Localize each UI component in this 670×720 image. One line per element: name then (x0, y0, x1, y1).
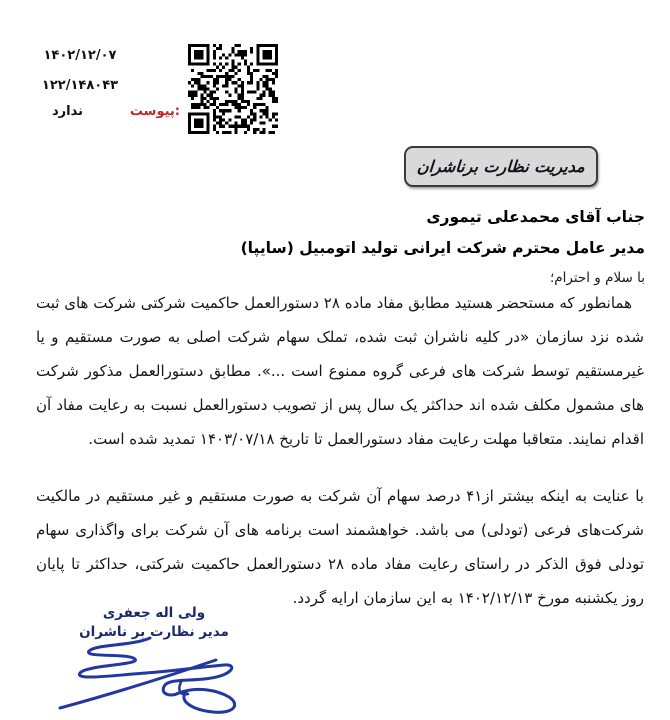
greeting-line: با سلام و احترام؛ (549, 270, 645, 286)
attachment-label: پیوست: (129, 104, 180, 119)
department-box (404, 146, 598, 187)
letter-number: ۱۲۲/۱۴۸۰۴۳ (41, 78, 119, 93)
recipient-name: جناب آقای محمدعلی تیموری (426, 208, 645, 226)
qr-code-image (188, 44, 278, 134)
body-paragraph-1: همانطور که مستحضر هستید مطابق مفاد ماده ۲۸ دستورالعمل حاکمیت شرکتی شرکت های ثبت شده نزد سازمان «در کلیه ناشران ثبت شده، تملک سهام شرکت اصلی به صورت مستقیم و یا غیرمستقیم توسط شرکت های فرعی گروه ممنوع است ...». مطابق دستورالعمل مذکور شرکت های مشمول مکلف شده اند حداکثر یک سال پس از تصویب دستورالعمل نسبت به رعایت مفاد آن اقدام نمایند. متعاقبا مهلت رعایت مفاد دستورالعمل تا تاریخ ۱۴۰۳/۰۷/۱۸ تمدید شده است. (36, 294, 644, 448)
recipient-block (241, 206, 645, 286)
signatory-title: مدیر نظارت بر ناشران (79, 624, 229, 640)
signatory-name: ولی اله جعفری (102, 605, 206, 621)
letter-date: ۱۴۰۲/۱۲/۰۷ (43, 48, 117, 63)
department-box-label: مدیریت نظارت برناشران (416, 157, 586, 176)
signature-block (56, 604, 252, 642)
attachment-value: ندارد (52, 104, 84, 119)
recipient-title: مدیر عامل محترم شرکت ایرانی تولید اتومبیل (سایپا) (240, 239, 645, 257)
letter-body (36, 286, 644, 615)
attachment-row (52, 104, 180, 119)
qr-code (188, 44, 278, 134)
body-paragraph-2: با عنایت به اینکه بیشتر از۴۱ درصد سهام آن شرکت به صورت مستقیم و غیر مستقیم در مالکیت شرکت‌های فرعی (تودلی) می باشد. خواهشمند است برنامه های آن شرکت برای واگذاری سهام تودلی فوق الذکر در راستای رعایت مفاد ماده ۲۸ دستورالعمل حاکمیت شرکتی، حداکثر تا پایان روز یکشنبه مورخ ۱۴۰۲/۱۲/۱۳ به این سازمان ارایه گردد. (36, 487, 644, 607)
